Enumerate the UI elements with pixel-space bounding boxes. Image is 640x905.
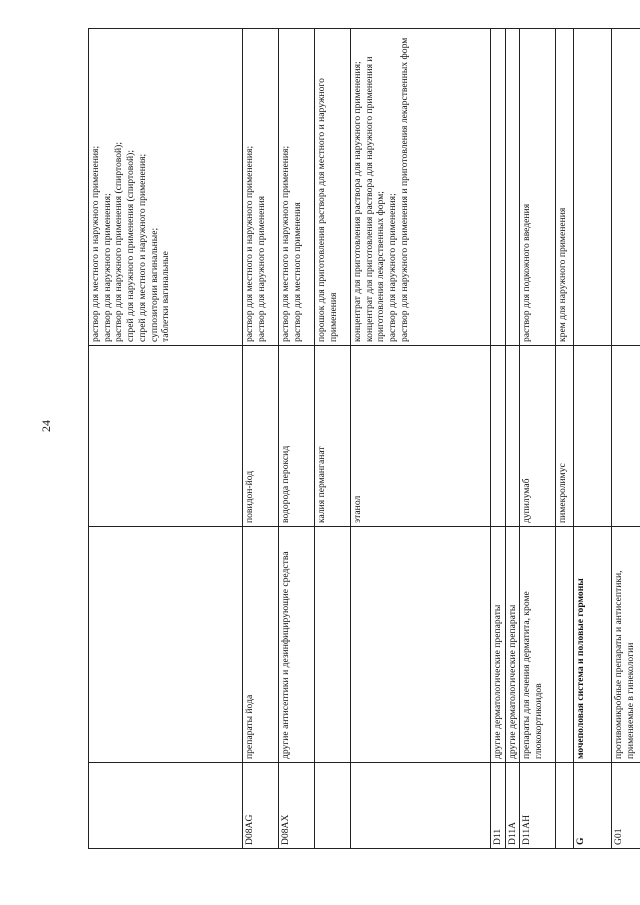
table-row (279, 29, 315, 849)
page-number: 24 (39, 420, 53, 432)
group-name-cell: препараты для лечения дерматита, кроме глюкокортикоидов (520, 527, 556, 763)
atc-code-cell: G (574, 763, 612, 849)
drug-name-cell: дупилумаб (520, 346, 556, 527)
dosage-form-line: суппозитории вагинальные; (148, 227, 160, 342)
dosage-forms-cell (505, 29, 520, 346)
drug-name-cell (574, 346, 612, 527)
atc-code-cell (315, 763, 351, 849)
dosage-form-line: концентрат для приготовления раствора для наружного применения и приготовления лекарственных форм; (363, 56, 387, 342)
group-name-cell: противомикробные препараты и антисептики, применяемые в гинекологии (612, 527, 640, 763)
group-name-cell (315, 527, 351, 763)
dosage-form-line: раствор для наружного применения; (101, 193, 113, 342)
drug-name-cell: повидон-йод (243, 346, 279, 527)
rotated-table-container (88, 29, 637, 849)
group-name-cell: мочеполовая система и половые гормоны (574, 527, 612, 763)
atc-code-cell: G01 (612, 763, 640, 849)
drug-name-cell (89, 346, 243, 527)
atc-code-cell: D11 (491, 763, 506, 849)
dosage-forms-cell (351, 29, 491, 346)
table-row (243, 29, 279, 849)
dosage-form-line: раствор для наружного применения (255, 195, 267, 342)
dosage-form-line: раствор для местного применения (291, 202, 303, 342)
group-name-cell: другие антисептики и дезинфицирующие средства (279, 527, 315, 763)
dosage-forms-cell (315, 29, 351, 346)
dosage-form-line: раствор для подкожного введения (521, 203, 533, 342)
group-name-cell: другие дерматологические препараты (505, 527, 520, 763)
atc-code-cell: D11A (505, 763, 520, 849)
dosage-forms-cell (574, 29, 612, 346)
dosage-forms-cell (612, 29, 640, 346)
table-row (505, 29, 520, 849)
atc-code-cell: D08AX (279, 763, 315, 849)
table-row (315, 29, 351, 849)
table-row (491, 29, 506, 849)
table-row (351, 29, 491, 849)
group-name-cell (351, 527, 491, 763)
drug-name-cell (491, 346, 506, 527)
drug-name-cell: калия перманганат (315, 346, 351, 527)
dosage-forms-cell (279, 29, 315, 346)
drug-name-cell: этанол (351, 346, 491, 527)
dosage-form-line: спрей для местного и наружного применения; (136, 153, 148, 342)
table-row (556, 29, 574, 849)
atc-code-cell (556, 763, 574, 849)
dosage-forms-cell (556, 29, 574, 346)
dosage-form-line: раствор для наружного применения (спиртовой); (113, 141, 125, 342)
group-name-cell (556, 527, 574, 763)
dosage-form-line: спрей для наружного применения (спиртовой); (125, 149, 137, 342)
dosage-forms-cell (491, 29, 506, 346)
atc-code-cell (351, 763, 491, 849)
table-row (89, 29, 243, 849)
table-row (574, 29, 612, 849)
dosage-form-line: раствор для местного и наружного применения; (90, 145, 101, 342)
dosage-form-line: таблетки вагинальные (160, 251, 172, 342)
group-name-cell: другие дерматологические препараты (491, 527, 506, 763)
drug-table (88, 28, 640, 849)
group-name-cell (89, 527, 243, 763)
drug-name-cell: водорода пероксид (279, 346, 315, 527)
dosage-form-line: раствор для наружного применения и приготовления лекарственных форм (398, 37, 410, 342)
atc-code-cell: D11AH (520, 763, 556, 849)
drug-name-cell (612, 346, 640, 527)
drug-name-cell (505, 346, 520, 527)
dosage-form-line: порошок для приготовления раствора для местного и наружного применения (316, 78, 339, 342)
dosage-forms-cell (243, 29, 279, 346)
dosage-form-line: крем для наружного применения (557, 207, 569, 342)
table-row (520, 29, 556, 849)
dosage-form-line: раствор для местного и наружного применения; (244, 145, 255, 342)
table-row (612, 29, 640, 849)
dosage-forms-cell (89, 29, 243, 346)
atc-code-cell: D08AG (243, 763, 279, 849)
atc-code-cell (89, 763, 243, 849)
dosage-form-line: концентрат для приготовления раствора для наружного применения; (352, 61, 363, 342)
dosage-form-line: раствор для местного и наружного применения; (280, 145, 291, 342)
group-name-cell: препараты йода (243, 527, 279, 763)
dosage-forms-cell (520, 29, 556, 346)
drug-name-cell: пимекролимус (556, 346, 574, 527)
dosage-form-line: раствор для наружного применения; (387, 193, 399, 342)
